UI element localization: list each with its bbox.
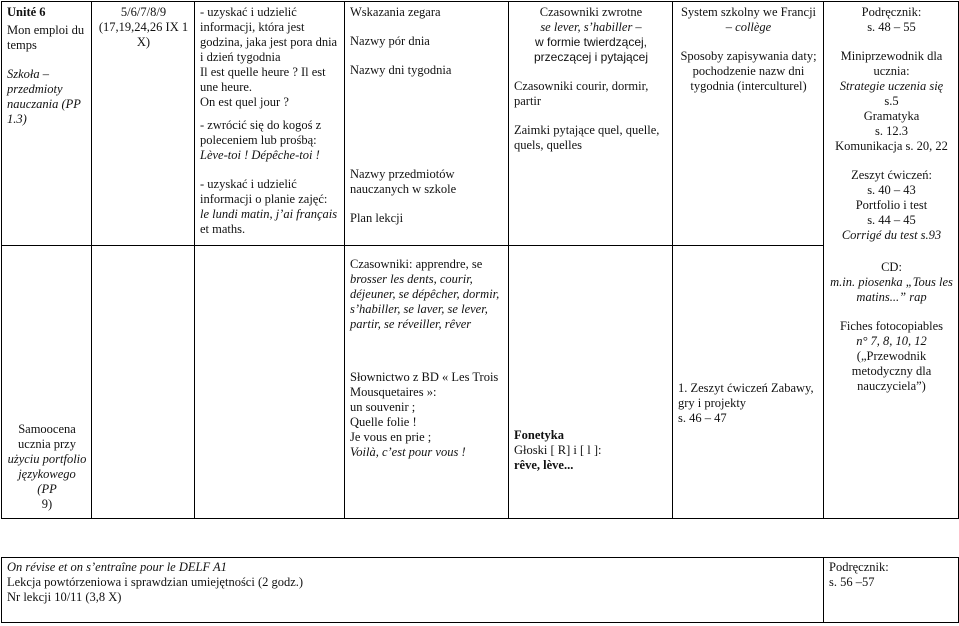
vocab-item-3: Je vous en prie ; <box>350 430 432 444</box>
revision-ref-label: Podręcznik: <box>829 560 889 574</box>
teacher-guide: („Przewodnik metodyczny dla nauczyciela”) <box>851 349 932 393</box>
revision-lesson: Lekcja powtórzeniowa i sprawdzian umiejętności (2 godz.) <box>7 575 304 589</box>
strategies: Strategie uczenia się <box>839 79 944 93</box>
empty-cell-2 <box>92 246 195 519</box>
vocab-dayparts: Nazwy pór dnia <box>350 34 430 48</box>
grammar-reflexive-example: se lever, s’habiller – <box>540 20 642 34</box>
grammar-forms: w formie twierdzącej, przeczącej i pytającej <box>533 35 649 64</box>
phonetics-sounds: Głoski [ R] i [ l ]: <box>514 443 602 457</box>
portfolio-pages: s. 44 – 45 <box>867 213 916 227</box>
revision-cell <box>2 558 824 623</box>
goal-time-example: Il est quelle heure ? Il est une heure. <box>200 65 326 94</box>
vocab-item-4: Voilà, c’est pour vous ! <box>350 445 466 459</box>
phonetics-examples: rêve, lève... <box>514 458 574 472</box>
lesson-number-cell <box>92 2 195 246</box>
lesson-dates: (17,19,24,26 IX 1 X) <box>98 20 189 49</box>
vocab-item-2: Quelle folie ! <box>350 415 417 429</box>
exercise-book-pages: s. 40 – 43 <box>867 183 916 197</box>
empty-cell-3 <box>195 246 345 519</box>
goal-time-info: - uzyskać i udzielić informacji, która jest godzina, jaka jest pora dnia i dzień tygodnia <box>200 5 338 64</box>
goals-cell <box>195 2 345 246</box>
phonetics-cell <box>509 246 673 519</box>
grammar-verbs: Czasowniki courir, dormir, partir <box>514 79 649 108</box>
mini-guide: Miniprzewodnik dla ucznia: <box>840 49 943 78</box>
goal-request-example: Lève-toi ! Dépêche-toi ! <box>200 148 320 162</box>
cd-label: CD: <box>881 260 902 274</box>
vocab-verbs-cell <box>345 246 509 519</box>
workbook: 1. Zeszyt ćwiczeń Zabawy, gry i projekty <box>678 381 814 410</box>
verbs-list: brosser les dents, courir, déjeuner, se dépêcher, dormir, s’habiller, se laver, se lever, partir, se réveiller, rêver <box>350 272 500 331</box>
verbs-label: Czasowniki: apprendre, se <box>350 257 483 271</box>
workbook-pages: s. 46 – 47 <box>678 411 727 425</box>
self-assessment-1: Samoocena <box>18 422 76 436</box>
self-assessment-5: 9) <box>41 497 53 511</box>
portfolio: Portfolio i test <box>855 198 928 212</box>
vocab-timetable: Plan lekcji <box>350 211 404 225</box>
revision-title: On révise et on s’entraîne pour le DELF A1 <box>7 560 227 574</box>
goal-schedule-example-end: et maths. <box>200 222 246 236</box>
grammar-cell <box>509 2 673 246</box>
self-assessment-2: ucznia przy <box>18 437 76 451</box>
lesson-plan-table <box>1 1 959 519</box>
goal-request: - zwrócić się do kogoś z poleceniem lub prośbą: <box>200 118 322 147</box>
revision-ref-cell <box>824 558 959 623</box>
culture-college: – collège <box>725 20 772 34</box>
lesson-numbers: 5/6/7/8/9 <box>120 5 167 19</box>
vocab-subjects: Nazwy przedmiotów nauczanych w szkole <box>350 167 457 196</box>
cd-value: m.in. piosenka „Tous les matins...” rap <box>830 275 953 304</box>
exercise-book-label: Zeszyt ćwiczeń: <box>851 168 932 182</box>
unit-number: Unité 6 <box>7 5 46 19</box>
revision-number: Nr lekcji 10/11 (3,8 X) <box>7 590 122 604</box>
culture-system: System szkolny we Francji <box>680 5 817 19</box>
vocab-item-1: un souvenir ; <box>350 400 416 414</box>
culture-cell <box>673 2 824 246</box>
unit-cell <box>2 2 92 246</box>
self-assessment-cell <box>2 246 92 519</box>
self-assessment-3: użyciu portfolio <box>7 452 87 466</box>
workbook-cell <box>673 246 824 519</box>
communication: Komunikacja s. 20, 22 <box>835 139 948 153</box>
textbook-pages: s. 48 – 55 <box>867 20 916 34</box>
grammar-label: Gramatyka <box>863 109 920 123</box>
culture-dates: Sposoby zapisywania daty; pochodzenie nazw dni tygodnia (interculturel) <box>680 49 817 93</box>
goal-schedule-example: le lundi matin, j’ai français <box>200 207 338 221</box>
phonetics-title: Fonetyka <box>514 428 564 442</box>
fiches-numbers: n° 7, 8, 10, 12 <box>856 334 927 348</box>
grammar-pronouns: Zaimki pytające quel, quelle, quels, quelles <box>514 123 660 152</box>
self-assessment-4: językowego (PP <box>18 467 76 496</box>
corrige: Corrigé du test s.93 <box>841 228 942 242</box>
vocab-cell <box>345 2 509 246</box>
grammar-reflexive: Czasowniki zwrotne <box>539 5 643 19</box>
textbook-label: Podręcznik: <box>861 5 922 19</box>
strategies-page: s.5 <box>884 94 899 108</box>
revision-ref-pages: s. 56 –57 <box>829 575 875 589</box>
vocab-weekdays: Nazwy dni tygodnia <box>350 63 452 77</box>
revision-table <box>1 557 959 623</box>
vocab-bd-label: Słownictwo z BD « Les Trois Mousquetaires »: <box>350 370 499 399</box>
materials-cell <box>824 2 959 519</box>
unit-subtitle: Szkoła – przedmioty nauczania (PP 1.3) <box>7 67 81 126</box>
vocab-clock: Wskazania zegara <box>350 5 441 19</box>
fiches: Fiches fotocopiables <box>839 319 944 333</box>
goal-day-example: On est quel jour ? <box>200 95 289 109</box>
unit-title: Mon emploi du temps <box>7 23 85 52</box>
goal-schedule: - uzyskać i udzielić informacji o planie zajęć: <box>200 177 328 206</box>
grammar-pages: s. 12.3 <box>875 124 908 138</box>
